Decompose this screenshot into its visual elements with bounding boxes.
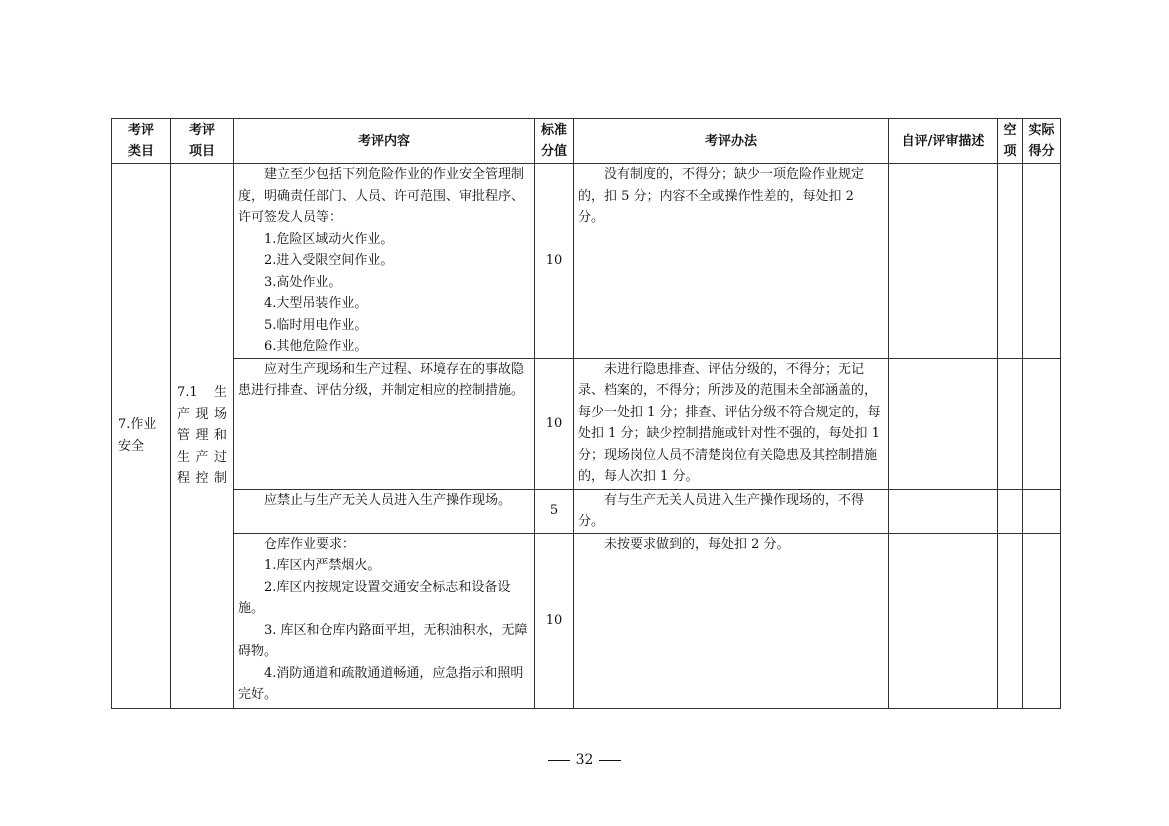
dash-right (599, 760, 621, 761)
content-cell: 仓库作业要求： 1.库区内严禁烟火。 2.库区内按规定设置交通安全标志和设备设施。 3. 库区和仓库内路面平坦，无积油积水，无障碍物。 4.消防通道和疏散通道畅通，应急指示和照明完好。 (234, 533, 535, 708)
page-number-text: 32 (575, 752, 594, 768)
score-cell: 10 (535, 533, 574, 708)
header-method: 考评办法 (574, 119, 889, 164)
empty-item-cell (998, 358, 1023, 489)
score-cell: 10 (535, 358, 574, 489)
method-cell: 没有制度的，不得分；缺少一项危险作业规定的，扣 5 分；内容不全或操作性差的，每处扣 2 分。 (574, 164, 889, 359)
page-number (0, 752, 1169, 768)
header-content: 考评内容 (234, 119, 535, 164)
header-actual-score: 实际 得分 (1023, 119, 1061, 164)
header-row (112, 119, 1061, 164)
evaluation-table (111, 118, 1061, 709)
header-empty-item: 空 项 (998, 119, 1023, 164)
content-cell: 建立至少包括下列危险作业的作业安全管理制度，明确责任部门、人员、许可范围、审批程序、许可签发人员等： 1.危险区域动火作业。 2.进入受限空间作业。 3.高处作业。 4.大型吊装作业。 5.临时用电作业。 6.其他危险作业。 (234, 164, 535, 359)
self-review-cell (889, 164, 998, 359)
item-cell: 7.1 生 产现场 管理和 生产过 程控制 (171, 164, 234, 709)
actual-score-cell (1023, 489, 1061, 533)
empty-item-cell (998, 533, 1023, 708)
content-cell: 应对生产现场和生产过程、环境存在的事故隐患进行排查、评估分级，并制定相应的控制措施。 (234, 358, 535, 489)
actual-score-cell (1023, 533, 1061, 708)
header-self-review: 自评/评审描述 (889, 119, 998, 164)
dash-left (548, 760, 570, 761)
self-review-cell (889, 358, 998, 489)
empty-item-cell (998, 489, 1023, 533)
category-cell: 7.作业 安全 (112, 164, 171, 709)
method-cell: 有与生产无关人员进入生产操作现场的，不得分。 (574, 489, 889, 533)
empty-item-cell (998, 164, 1023, 359)
method-cell: 未进行隐患排查、评估分级的，不得分；无记录、档案的，不得分；所涉及的范围未全部涵盖的，每少一处扣 1 分；排查、评估分级不符合规定的，每处扣 1 分；缺少控制措施或针对性不强的，每处扣 1 分；现场岗位人员不清楚岗位有关隐患及其控制措施的，每人次扣 1 分。 (574, 358, 889, 489)
table-row (112, 164, 1061, 359)
score-cell: 5 (535, 489, 574, 533)
table-row (112, 533, 1061, 708)
score-cell: 10 (535, 164, 574, 359)
self-review-cell (889, 489, 998, 533)
actual-score-cell (1023, 358, 1061, 489)
content-cell: 应禁止与生产无关人员进入生产操作现场。 (234, 489, 535, 533)
method-cell: 未按要求做到的，每处扣 2 分。 (574, 533, 889, 708)
header-category: 考评 类目 (112, 119, 171, 164)
self-review-cell (889, 533, 998, 708)
header-score: 标准 分值 (535, 119, 574, 164)
table-row (112, 489, 1061, 533)
actual-score-cell (1023, 164, 1061, 359)
header-item: 考评 项目 (171, 119, 234, 164)
table-row (112, 358, 1061, 489)
